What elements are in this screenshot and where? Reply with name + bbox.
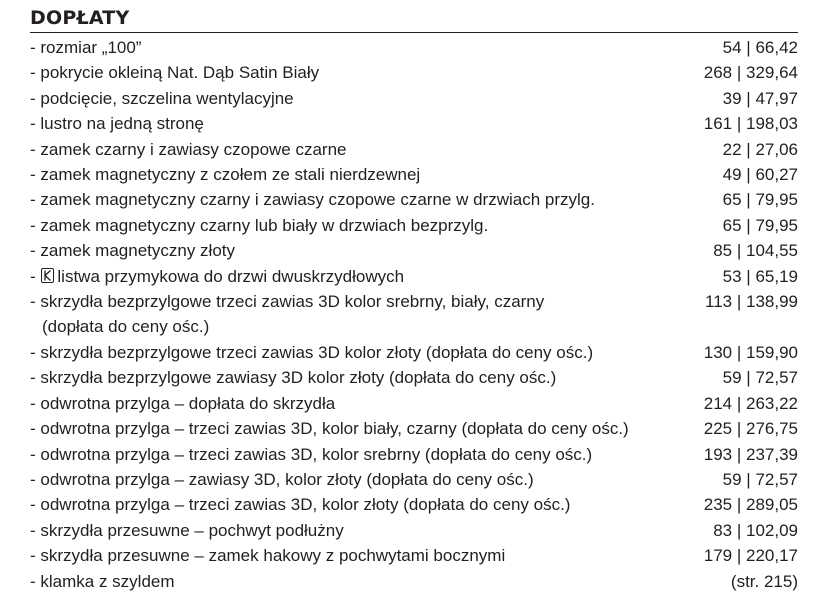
item-label: - podcięcie, szczelina wentylacyjne [30, 88, 294, 108]
item-price: 65 | 79,95 [722, 190, 798, 210]
item-label: - lustro na jedną stronę [30, 114, 204, 134]
item-label: - zamek magnetyczny czarny i zawiasy czopowe czarne w drzwiach przylg. [30, 190, 595, 210]
item-label: - zamek magnetyczny czarny lub biały w drzwiach bezprzylg. [30, 215, 489, 235]
item-price: 225 | 276,75 [703, 419, 798, 439]
item-price: 22 | 27,06 [722, 139, 798, 159]
list-item [30, 492, 798, 517]
list-item [30, 365, 798, 390]
list-item [30, 416, 798, 441]
item-price: 83 | 102,09 [713, 520, 798, 540]
item-label: - skrzydła przesuwne – pochwyt podłużny [30, 520, 344, 540]
item-label: - zamek magnetyczny złoty [30, 241, 236, 261]
item-price: 49 | 60,27 [722, 165, 798, 185]
item-price: 113 | 138,99 [705, 292, 798, 312]
list-item [30, 543, 798, 568]
item-price: 59 | 72,57 [722, 469, 798, 489]
item-label: - skrzydła przesuwne – zamek hakowy z pochwytami bocznymi [30, 546, 506, 566]
item-price: 161 | 198,03 [703, 114, 798, 134]
item-label: - rozmiar „100” [30, 38, 142, 57]
title-divider [30, 32, 798, 33]
item-price: 235 | 289,05 [703, 495, 798, 515]
list-item [30, 187, 798, 212]
item-label-multiline [30, 289, 695, 340]
list-item [30, 442, 798, 467]
item-label: - odwrotna przylga – trzeci zawias 3D, kolor biały, czarny (dopłata do ceny ośc.) [30, 419, 629, 439]
item-price: 179 | 220,17 [703, 546, 798, 566]
item-price: 268 | 329,64 [703, 63, 798, 83]
list-item [30, 86, 798, 111]
list-item [30, 569, 798, 594]
list-item [30, 264, 798, 289]
item-label: - odwrotna przylga – trzeci zawias 3D, kolor srebrny (dopłata do ceny ośc.) [30, 444, 593, 464]
list-item [30, 467, 798, 492]
item-price: 65 | 79,95 [722, 215, 798, 235]
item-label-with-icon [30, 264, 713, 289]
list-item [30, 137, 798, 162]
list-item [30, 60, 798, 85]
item-label: - skrzydła bezprzylgowe zawiasy 3D kolor złoty (dopłata do ceny ośc.) [30, 368, 557, 388]
item-price: 193 | 237,39 [703, 444, 798, 464]
item-price: 214 | 263,22 [703, 393, 798, 413]
item-label: - odwrotna przylga – trzeci zawias 3D, kolor złoty (dopłata do ceny ośc.) [30, 495, 571, 515]
item-label: - zamek czarny i zawiasy czopowe czarne [30, 139, 347, 159]
list-item [30, 213, 798, 238]
item-label: - odwrotna przylga – dopłata do skrzydła [30, 393, 336, 413]
k-listwa-icon [41, 268, 54, 283]
item-price: 54 | 66,42 [722, 38, 798, 57]
item-label: - skrzydła bezprzylgowe trzeci zawias 3D kolor srebrny, biały, czarny [30, 292, 545, 312]
item-label-line2: (dopłata do ceny ośc.) [42, 317, 210, 337]
list-item [30, 162, 798, 187]
list-item [30, 340, 798, 365]
item-label: - zamek magnetyczny z czołem ze stali nierdzewnej [30, 165, 421, 185]
item-price: 53 | 65,19 [722, 266, 798, 286]
item-price: 130 | 159,90 [703, 342, 798, 362]
item-label: - odwrotna przylga – zawiasy 3D, kolor złoty (dopłata do ceny ośc.) [30, 469, 534, 489]
item-label: listwa przymykowa do drzwi dwuskrzydłowych [57, 266, 405, 286]
item-price: 59 | 72,57 [722, 368, 798, 388]
list-item [30, 35, 798, 60]
item-label-prefix: - [30, 266, 41, 286]
list-item [30, 238, 798, 263]
list-item [30, 289, 798, 340]
surcharge-list [30, 35, 798, 594]
item-label: - pokrycie okleiną Nat. Dąb Satin Biały [30, 63, 320, 83]
item-price: 39 | 47,97 [722, 88, 798, 108]
item-price: 85 | 104,55 [713, 241, 798, 261]
item-label: - skrzydła bezprzylgowe trzeci zawias 3D kolor złoty (dopłata do ceny ośc.) [30, 342, 594, 362]
list-item [30, 518, 798, 543]
list-item [30, 111, 798, 136]
section-title: DOPŁATY [30, 7, 130, 29]
list-item [30, 391, 798, 416]
item-label: - klamka z szyldem [30, 571, 175, 591]
item-price: (str. 215) [730, 571, 798, 591]
